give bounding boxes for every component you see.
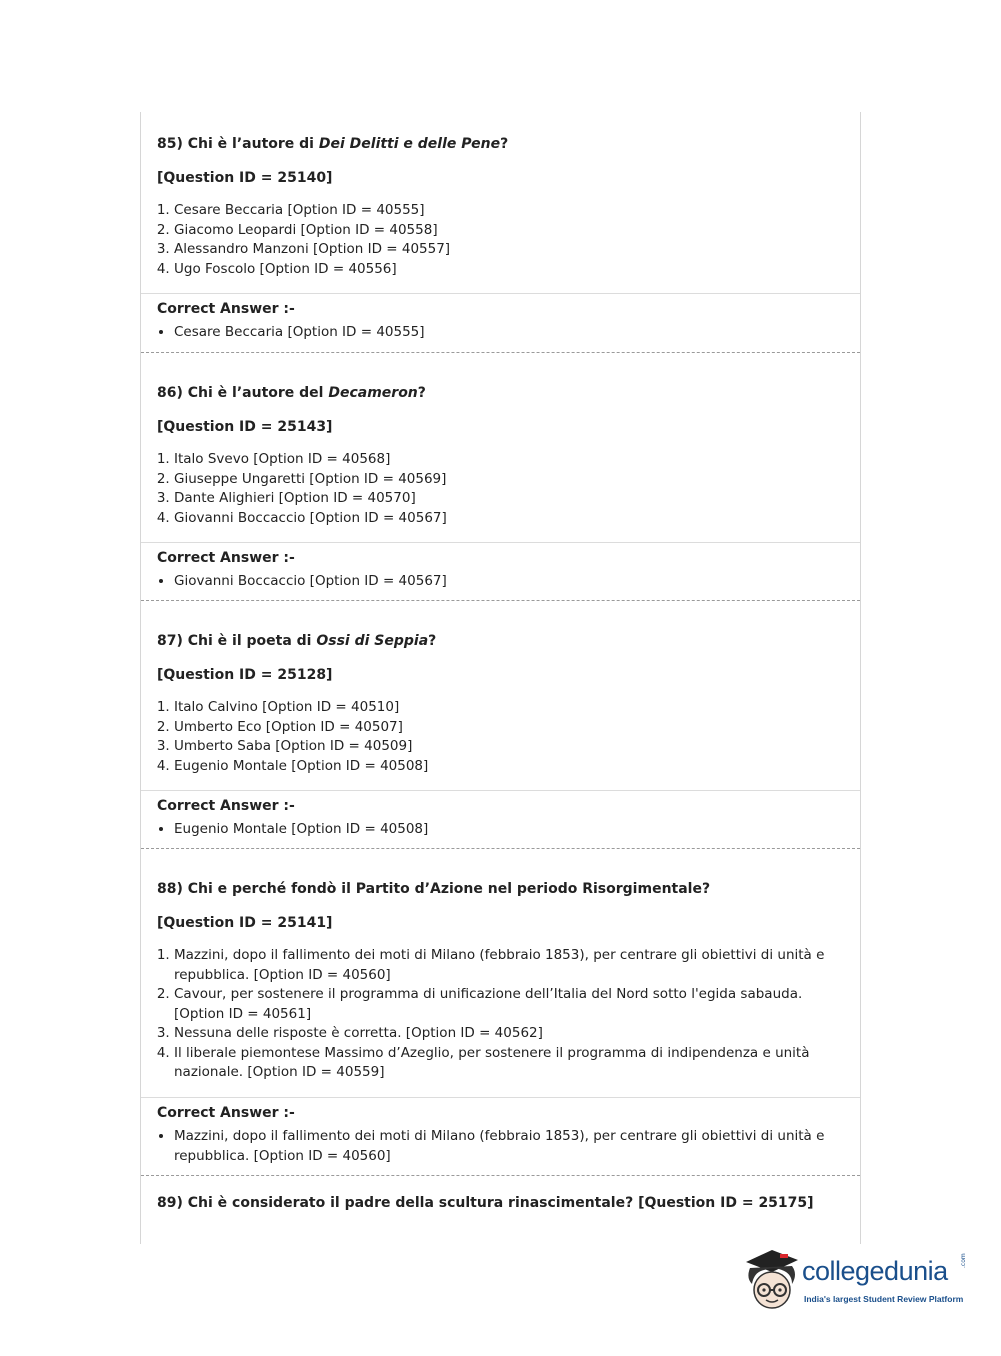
question-id: [Question ID = 25128] [157, 667, 333, 683]
option-item: 1. Cesare Beccaria [Option ID = 40555] [174, 201, 847, 221]
question-id: [Question ID = 25141] [157, 915, 333, 931]
correct-answer-list [157, 819, 847, 839]
divider [141, 1097, 860, 1098]
options-list [157, 946, 847, 1083]
option-item: 2. Giacomo Leopardi [Option ID = 40558] [174, 221, 847, 241]
correct-answer-label: Correct Answer :- [157, 550, 295, 566]
options-list [157, 450, 847, 528]
option-item: 3. Nessuna delle risposte è corretta. [Option ID = 40562] [174, 1024, 847, 1044]
option-item: 4. Eugenio Montale [Option ID = 40508] [174, 757, 847, 777]
options-list [157, 698, 847, 776]
correct-answer-88 [157, 1104, 847, 1166]
option-item: 3. Alessandro Manzoni [Option ID = 40557] [174, 240, 847, 260]
question-87 [157, 632, 847, 776]
correct-answer-label: Correct Answer :- [157, 798, 295, 814]
question-88 [157, 880, 847, 1083]
correct-answer-item: • Mazzini, dopo il fallimento dei moti di Milano (febbraio 1853), per centrare gli obiettivi di unità e repubblica. [Option ID = 40560] [174, 1126, 847, 1166]
logo-dotcom: .com [960, 1253, 967, 1268]
options-list [157, 201, 847, 279]
correct-answer-item: • Giovanni Boccaccio [Option ID = 40567] [174, 571, 847, 591]
correct-answer-85 [157, 300, 847, 342]
correct-answer-label: Correct Answer :- [157, 301, 295, 317]
collegedunia-logo [742, 1248, 967, 1314]
question-id: [Question ID = 25140] [157, 170, 333, 186]
option-item: 4. Il liberale piemontese Massimo d’Azeglio, per sostenere il programma di indipendenza e unità nazionale. [Option ID = 40559] [174, 1044, 847, 1083]
separator [141, 600, 860, 601]
correct-answer-label: Correct Answer :- [157, 1105, 295, 1121]
question-id: [Question ID = 25143] [157, 419, 333, 435]
correct-answer-list [157, 571, 847, 591]
question-85 [157, 135, 847, 279]
correct-answer-item: • Cesare Beccaria [Option ID = 40555] [174, 322, 847, 342]
option-item: 3. Umberto Saba [Option ID = 40509] [174, 737, 847, 757]
option-item: 3. Dante Alighieri [Option ID = 40570] [174, 489, 847, 509]
option-item: 2. Umberto Eco [Option ID = 40507] [174, 718, 847, 738]
divider [141, 293, 860, 294]
correct-answer-87 [157, 797, 847, 839]
divider [141, 542, 860, 543]
option-item: 1. Italo Calvino [Option ID = 40510] [174, 698, 847, 718]
question-title: 87) Chi è il poeta di Ossi di Seppia? [157, 633, 437, 649]
logo-wordmark: collegedunia [802, 1256, 948, 1286]
question-89 [157, 1194, 847, 1212]
option-item: 1. Mazzini, dopo il fallimento dei moti di Milano (febbraio 1853), per centrare gli obiettivi di unità e repubblica. [Option ID = 40560] [174, 946, 847, 985]
option-item: 4. Giovanni Boccaccio [Option ID = 40567] [174, 509, 847, 529]
question-title: 89) Chi è considerato il padre della scultura rinascimentale? [Question ID = 25175] [157, 1195, 814, 1211]
separator [141, 1175, 860, 1176]
question-title: 88) Chi e perché fondò il Partito d’Azione nel periodo Risorgimentale? [157, 881, 711, 897]
option-item: 2. Cavour, per sostenere il programma di unificazione dell’Italia del Nord sotto l'egida sabauda. [Option ID = 40561] [174, 985, 847, 1024]
question-title: 86) Chi è l’autore del Decameron? [157, 385, 426, 401]
question-title: 85) Chi è l’autore di Dei Delitti e delle Pene? [157, 136, 509, 152]
separator [141, 848, 860, 849]
correct-answer-86 [157, 549, 847, 591]
question-86 [157, 384, 847, 528]
option-item: 1. Italo Svevo [Option ID = 40568] [174, 450, 847, 470]
logo-tagline: India's largest Student Review Platform [804, 1294, 964, 1304]
correct-answer-list [157, 322, 847, 342]
correct-answer-item: • Eugenio Montale [Option ID = 40508] [174, 819, 847, 839]
divider [141, 790, 860, 791]
option-item: 4. Ugo Foscolo [Option ID = 40556] [174, 260, 847, 280]
separator [141, 352, 860, 353]
option-item: 2. Giuseppe Ungaretti [Option ID = 40569] [174, 470, 847, 490]
mascot-icon [742, 1248, 804, 1312]
correct-answer-list [157, 1126, 847, 1166]
